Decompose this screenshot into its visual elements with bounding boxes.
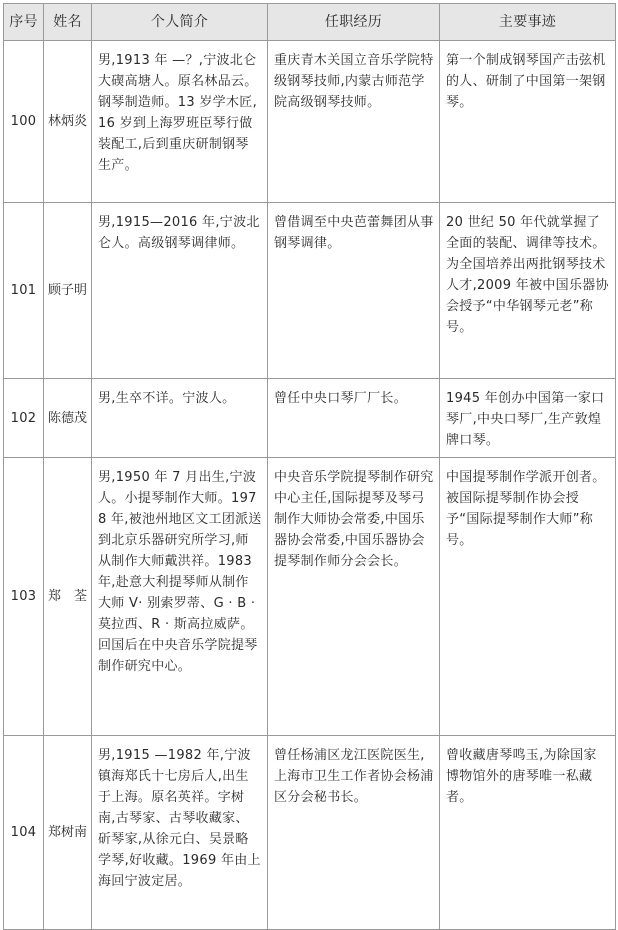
table-row: [4, 458, 616, 736]
header-deeds: 主要事迹: [440, 4, 616, 41]
cell-deeds: 第一个制成钢琴国产击弦机的人、研制了中国第一架钢琴。: [440, 41, 616, 203]
cell-deeds: 中国提琴制作学派开创者。被国际提琴制作协会授予“国际提琴制作大师”称号。: [440, 458, 616, 736]
cell-name: 郑树南: [44, 736, 92, 930]
header-index: 序号: [4, 4, 44, 41]
cell-bio: 男,1915 —1982 年,宁波镇海郑氏十七房后人,出生于上海。原名英祥。字树南,古琴家、古琴收藏家、斫琴家,从徐元白、吴景略学琴,好收藏。1969 年由上海回宁波定居。: [92, 736, 268, 930]
cell-name: 顾子明: [44, 203, 92, 379]
cell-deeds: 20 世纪 50 年代就掌握了全面的装配、调律等技术。为全国培养出两批钢琴技术人才,2009 年被中国乐器协会授予“中华钢琴元老”称号。: [440, 203, 616, 379]
cell-deeds: 1945 年创办中国第一家口琴厂,中央口琴厂,生产敦煌牌口琴。: [440, 379, 616, 458]
cell-career: 中央音乐学院提琴制作研究中心主任,国际提琴及琴弓制作大师协会常委,中国乐器协会常委,中国乐器协会提琴制作师分会会长。: [268, 458, 440, 736]
header-bio: 个人简介: [92, 4, 268, 41]
cell-name: 郑 荃: [44, 458, 92, 736]
cell-bio: 男,1913 年 —？,宁波北仑大碶高塘人。原名林品云。钢琴制造师。13 岁学木匠,16 岁到上海罗班臣琴行做装配工,后到重庆研制钢琴生产。: [92, 41, 268, 203]
cell-bio: 男,1915—2016 年,宁波北仑人。高级钢琴调律师。: [92, 203, 268, 379]
table-row: [4, 203, 616, 379]
cell-index: 103: [4, 458, 44, 736]
cell-name: 陈德茂: [44, 379, 92, 458]
cell-career: 重庆青木关国立音乐学院特级钢琴技师,内蒙古师范学院高级钢琴技师。: [268, 41, 440, 203]
cell-index: 104: [4, 736, 44, 930]
musician-table: [3, 3, 616, 930]
cell-index: 100: [4, 41, 44, 203]
cell-index: 101: [4, 203, 44, 379]
table-row: [4, 379, 616, 458]
header-row: [4, 4, 616, 41]
table-row: [4, 41, 616, 203]
cell-bio: 男,1950 年 7 月出生,宁波人。小提琴制作大师。1978 年,被池州地区文工团派送到北京乐器研究所学习,师从制作大师戴洪祥。1983 年,赴意大利提琴师从制作大师 V· 别索罗蒂、G · B · 莫拉西、R · 斯高拉威萨。回国后在中央音乐学院提琴制作研究中心。: [92, 458, 268, 736]
cell-career: 曾借调至中央芭蕾舞团从事钢琴调律。: [268, 203, 440, 379]
cell-bio: 男,生卒不详。宁波人。: [92, 379, 268, 458]
cell-name: 林炳炎: [44, 41, 92, 203]
cell-deeds: 曾收藏唐琴鸣玉,为除国家博物馆外的唐琴唯一私藏者。: [440, 736, 616, 930]
header-name: 姓名: [44, 4, 92, 41]
cell-index: 102: [4, 379, 44, 458]
table-row: [4, 736, 616, 930]
cell-career: 曾任中央口琴厂厂长。: [268, 379, 440, 458]
cell-career: 曾任杨浦区龙江医院医生,上海市卫生工作者协会杨浦区分会秘书长。: [268, 736, 440, 930]
header-career: 任职经历: [268, 4, 440, 41]
